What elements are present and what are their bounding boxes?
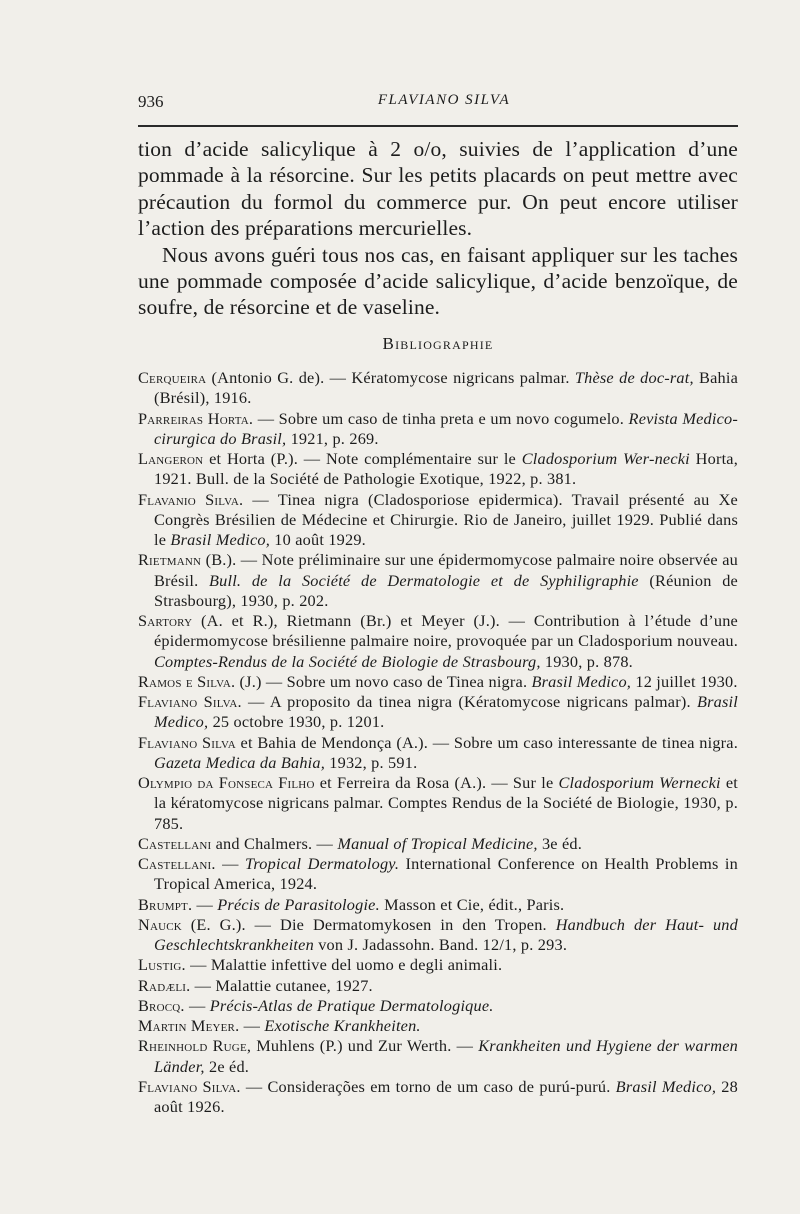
bibliography-entry (138, 409, 738, 450)
entry-author: Flavanio Silva (138, 489, 239, 509)
entry-text: et Bahia de Mendonça (A.). — Sobre um caso interessante de tinea nigra. (235, 732, 738, 752)
entry-author: Flaviano Silva (138, 1076, 237, 1096)
entry-text: . — Sobre um caso de tinha preta e um novo cogumelo. (248, 408, 629, 428)
entry-author: Parreiras Horta (138, 408, 249, 428)
entry-text: . — (235, 1016, 265, 1035)
entry-tail: 1930, p. 878. (540, 651, 633, 671)
entry-title: Brasil Medico, (615, 1076, 717, 1096)
bibliography-list (138, 368, 738, 1117)
entry-title: Brasil Medico, (170, 530, 270, 549)
entry-tail: Masson et Cie, édit., Paris. (379, 894, 565, 914)
entry-tail: 1932, p. 591. (325, 752, 418, 772)
entry-text: . — (211, 854, 245, 873)
bibliography-entry (138, 1077, 738, 1118)
bibliography-entry (138, 996, 738, 1016)
entry-author: Flaviano Silva (138, 692, 238, 711)
entry-author: Nauck (138, 914, 182, 934)
entry-author: Ramos e Silva (138, 671, 232, 691)
entry-title: Brasil Medico, (154, 692, 738, 732)
bibliography-entry (138, 611, 738, 672)
entry-title: Thèse de doc-rat, (574, 368, 694, 387)
bibliography-entry (138, 672, 738, 692)
bibliography-entry (138, 773, 738, 834)
bibliography-entry (138, 854, 738, 895)
entry-title: Handbuch der Haut- und Geschlechtskrankheiten (154, 914, 738, 954)
entry-tail: 2e éd. (204, 1056, 250, 1076)
entry-title: Précis-Atlas de Pratique Dermatologique. (209, 995, 494, 1015)
entry-title: Cladosporium Wer-necki (521, 449, 690, 468)
bibliography-entry (138, 895, 738, 915)
entry-author: Olympio da Fonseca Filho (138, 773, 315, 792)
entry-text: (Antonio G. de). — Kératomycose nigricans palmar. (206, 368, 575, 387)
entry-text: . (J.) — Sobre um novo caso de Tinea nigra. (231, 671, 532, 691)
entry-text: . — (180, 995, 210, 1015)
entry-author: Brumpt (138, 894, 188, 914)
entry-tail: 1921, p. 269. (286, 428, 379, 448)
entry-text: . — Malattie infettive del uomo e degli animali. (181, 955, 503, 975)
bibliography-entry (138, 1036, 738, 1077)
bibliography-entry (138, 368, 738, 409)
entry-text: (A. et R.), Rietmann (Br.) et Meyer (J.). — Contribution à l’étude d’une épidermomycose brésilienne palmaire noire, provoquée par un Cladosporium nouveau. (154, 611, 738, 651)
entry-tail: Bahia (Brésil), 1916. (154, 368, 738, 408)
entry-title: Bull. de la Société de Dermatologie et de Syphiligraphie (209, 570, 639, 590)
bibliography-entry (138, 834, 738, 854)
bibliography-entry (138, 550, 738, 611)
entry-author: Castellani (138, 833, 212, 853)
entry-title: Krankheiten und Hygiene der warmen Länder, (154, 1036, 738, 1076)
paragraph: Nous avons guéri tous nos cas, en faisant appliquer sur les taches une pommade composée d’acide salicylique, d’acide benzoïque, de soufre, de résorcine et de vaseline. (138, 242, 738, 320)
running-title: FLAVIANO SILVA (377, 92, 511, 108)
bibliography-entry (138, 692, 738, 733)
entry-text: . — Considerações em torno de um caso de purú-purú. (236, 1076, 616, 1096)
entry-author: Lustig (138, 955, 182, 975)
bibliography-entry (138, 449, 738, 490)
header-rule (138, 125, 738, 127)
entry-author: Cerqueira (138, 368, 207, 387)
entry-title: Comptes-Rendus de la Société de Biologie de Strasbourg, (154, 651, 541, 671)
entry-text: . — Malattie cutanee, 1927. (186, 975, 373, 995)
entry-tail: et la kératomycose nigricans palmar. Comptes Rendus de la Société de Biologie, 1930, p. 785. (154, 773, 738, 833)
entry-title: Gazeta Medica da Bahia, (154, 752, 325, 772)
entry-author: Flaviano Silva (138, 732, 236, 752)
entry-tail: von J. Jadassohn. Band. 12/1, p. 293. (313, 935, 568, 954)
page-header (138, 92, 738, 118)
entry-author: Castellani (138, 854, 212, 873)
entry-tail: 25 octobre 1930, p. 1201. (208, 712, 385, 732)
bibliography-entry (138, 915, 738, 956)
entry-text: (B.). — Note préliminaire sur une épidermomycose palmaire noire observée au Brésil. (154, 550, 738, 590)
entry-text: et Horta (P.). — Note complémentaire sur le (203, 449, 522, 468)
entry-author: Sartory (138, 611, 193, 630)
entry-text: . — (187, 894, 218, 914)
bibliography-entry (138, 976, 738, 996)
bibliography-entry (138, 490, 738, 551)
entry-text: (E. G.). — Die Dermatomykosen in den Tropen. (181, 914, 556, 934)
entry-title: Tropical Dermatology. (245, 854, 400, 873)
entry-author: Radæli (138, 975, 187, 995)
entry-tail: 12 juillet 1930. (631, 671, 738, 691)
entry-author: Brocq (138, 995, 181, 1015)
entry-tail: (Réunion de Strasbourg), 1930, p. 202. (154, 570, 738, 610)
entry-text: and Chalmers. — (211, 833, 338, 853)
entry-author: Martin Meyer (138, 1016, 236, 1035)
bibliography-entry (138, 955, 738, 975)
entry-tail: International Conference on Health Problems in Tropical America, 1924. (154, 854, 738, 894)
entry-title: Exotische Krankheiten. (264, 1016, 421, 1035)
entry-author: Rheinhold Ruge (138, 1036, 247, 1056)
paragraph: tion d’acide salicylique à 2 o/o, suivies de l’application d’une pommade à la résorcine. Sur les petits placards on peut mettre avec précaution du formol du commerce pur. On peut encore utiliser l’action des préparations mercurielles. (138, 137, 738, 241)
entry-author: Rietmann (138, 550, 202, 570)
entry-text: , Muhlens (P.) und Zur Werth. — (246, 1036, 479, 1056)
page-number: 936 (138, 92, 164, 111)
entry-text: et Ferreira da Rosa (A.). — Sur le (314, 773, 559, 792)
bibliography-entry (138, 733, 738, 774)
entry-tail: 28 août 1926. (154, 1076, 738, 1116)
entry-tail: 3e éd. (537, 833, 583, 853)
entry-tail: 10 août 1929. (270, 530, 366, 549)
entry-title: Précis de Parasitologie. (217, 894, 380, 914)
entry-title: Brasil Medico, (531, 671, 632, 691)
entry-text: . — A proposito da tinea nigra (Kératomycose nigricans palmar). (237, 692, 697, 711)
section-heading: Bibliographie (382, 334, 494, 353)
entry-title: Cladosporium Wernecki (558, 773, 721, 792)
body-text (138, 136, 738, 321)
entry-title: Revista Medico-cirurgica do Brasil, (154, 408, 739, 448)
entry-text: . — Tinea nigra (Cladosporiose epidermica). Travail présenté au Xe Congrès Brésilien de Médecine et Chirurgie. Rio de Janeiro, juillet 1929. Publié dans le (154, 489, 738, 549)
entry-title: Manual of Tropical Medicine, (337, 833, 538, 853)
bibliography-entry (138, 1016, 738, 1036)
entry-tail: Horta, 1921. Bull. de la Société de Pathologie Exotique, 1922, p. 381. (154, 449, 739, 489)
entry-author: Langeron (138, 449, 204, 468)
